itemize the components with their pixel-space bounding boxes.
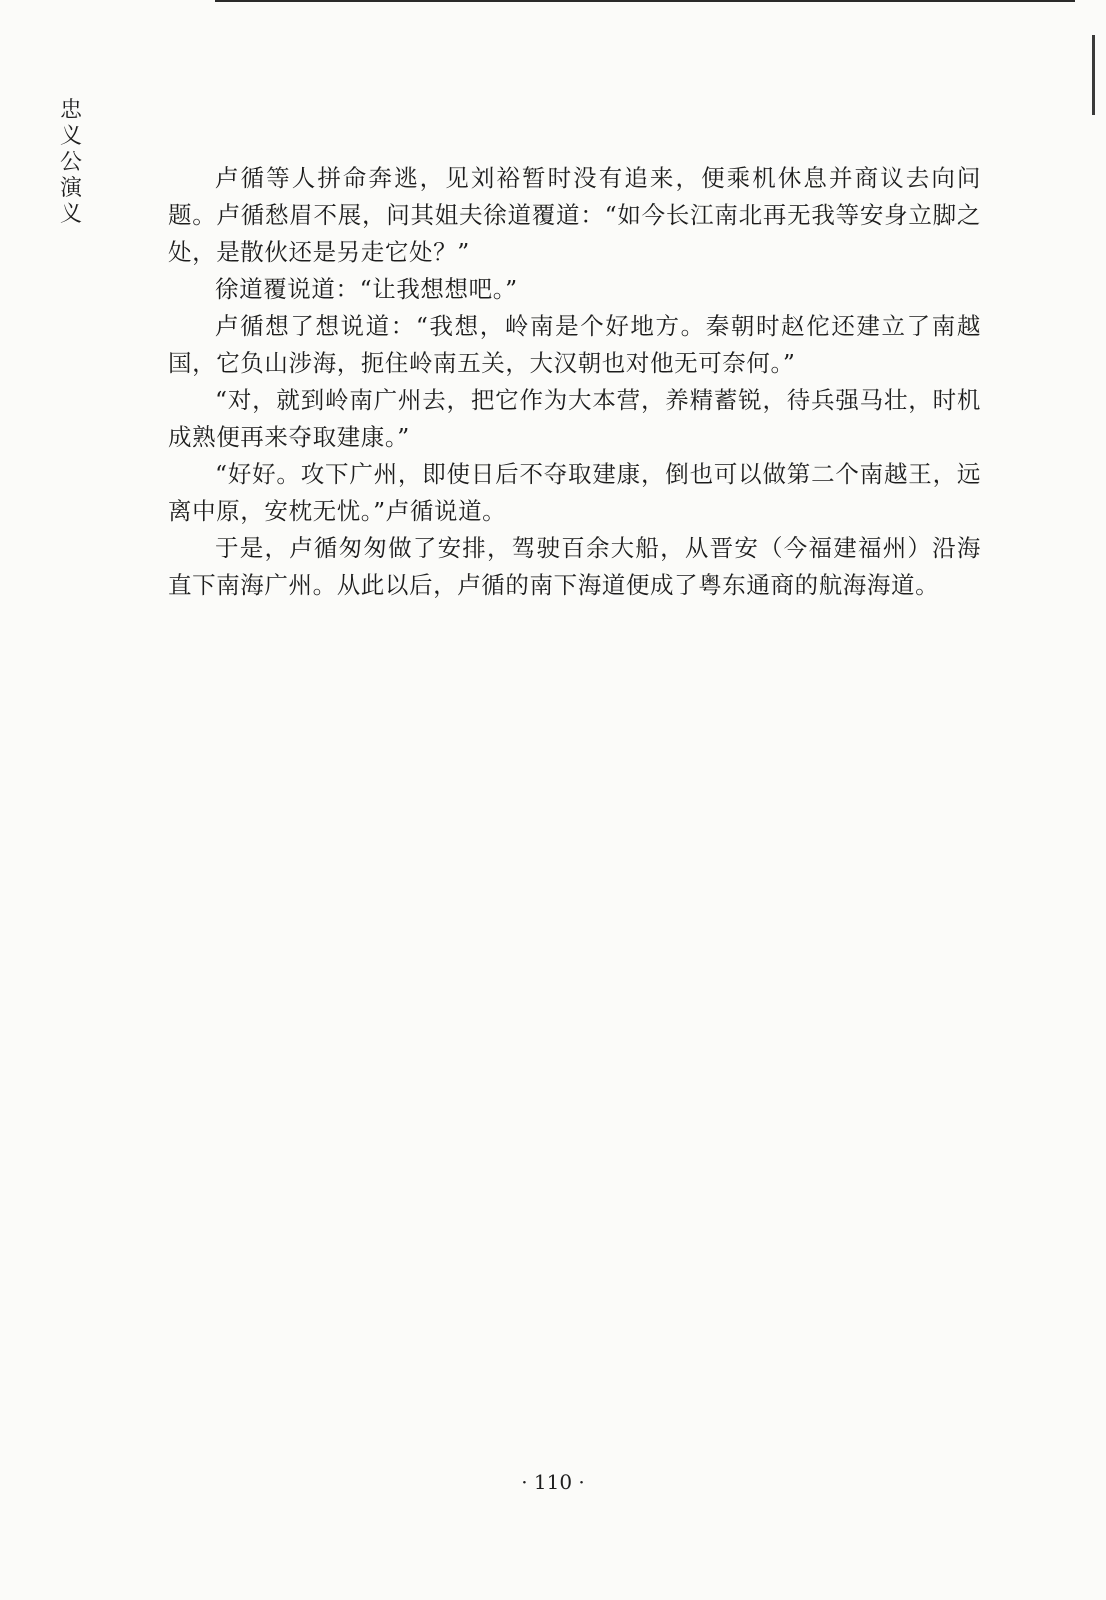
right-edge-mark [1092,35,1095,115]
paragraph: “好好。攻下广州，即使日后不夺取建康，倒也可以做第二个南越王，远离中原，安枕无忧。”卢循说道。 [168,460,981,525]
paragraph: 卢循等人拼命奔逃，见刘裕暂时没有追来，便乘机休息并商议去向问题。卢循愁眉不展，问其姐夫徐道覆道：“如今长江南北再无我等安身立脚之处，是散伙还是另走它处？” [168,164,981,266]
page-number: · 110 · [521,1470,585,1494]
top-border-line [215,0,1075,2]
paragraph: 徐道覆说道：“让我想想吧。” [215,275,518,303]
running-head-char: 义 [59,124,82,149]
paragraph: 于是，卢循匆匆做了安排，驾驶百余大船，从晋安（今福建福州）沿海直下南海广州。从此以后，卢循的南下海道便成了粤东通商的航海海道。 [168,534,981,599]
running-head-char: 义 [59,202,82,227]
paragraph: 卢循想了想说道：“我想，岭南是个好地方。秦朝时赵佗还建立了南越国，它负山涉海，扼住岭南五关，大汉朝也对他无可奈何。” [168,312,981,377]
running-head [56,98,86,228]
running-head-char: 忠 [59,98,82,123]
body-text [168,160,981,604]
running-head-char: 公 [59,150,82,175]
running-head-char: 演 [59,176,82,201]
paragraph: “对，就到岭南广州去，把它作为大本营，养精蓄锐，待兵强马壮，时机成熟便再来夺取建康。” [168,386,981,451]
